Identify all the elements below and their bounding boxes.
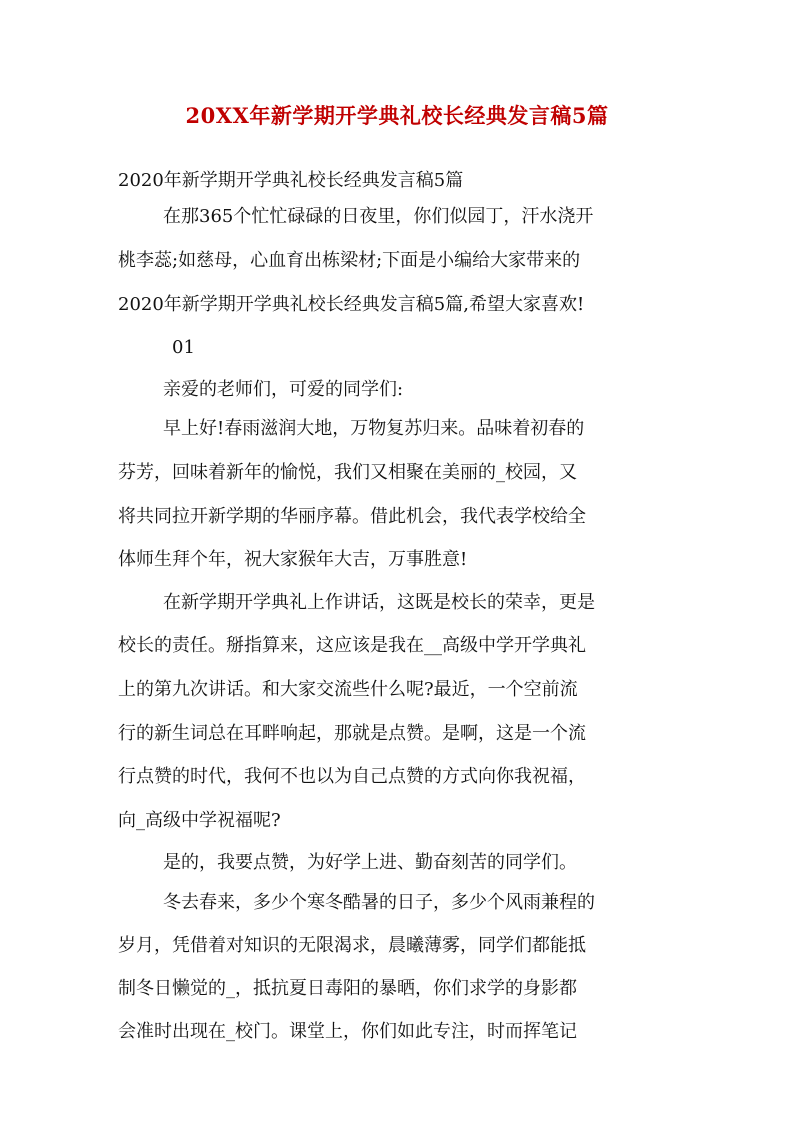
paragraph-line: 芬芳，回味着新年的愉悦，我们又相聚在美丽的_校园，又 (118, 462, 577, 483)
paragraph-line: 冬去春来，多少个寒冬酷暑的日子，多少个风雨兼程的 (163, 892, 595, 913)
paragraph-line: 岁月，凭借着对知识的无限渴求，晨曦薄雾，同学们都能抵 (118, 935, 586, 956)
paragraph-line: 体师生拜个年，祝大家猴年大吉，万事胜意! (118, 549, 468, 570)
paragraph-line: 在那365个忙忙碌碌的日夜里，你们似园丁，汗水浇开 (163, 206, 594, 227)
paragraph-line: 在新学期开学典礼上作讲话，这既是校长的荣幸，更是 (163, 592, 595, 613)
paragraph-line: 行点赞的时代，我何不也以为自己点赞的方式向你我祝福， (118, 766, 586, 787)
paragraph-line: 是的，我要点赞，为好学上进、勤奋刻苦的同学们。 (163, 852, 577, 873)
paragraph-line: 桃李蕊;如慈母，心血育出栋梁材;下面是小编给大家带来的 (118, 250, 581, 271)
document-subtitle: 2020年新学期开学典礼校长经典发言稿5篇 (118, 170, 464, 191)
document-title: 20XX年新学期开学典礼校长经典发言稿5篇 (185, 103, 609, 128)
paragraph-line: 2020年新学期开学典礼校长经典发言稿5篇,希望大家喜欢! (118, 294, 585, 315)
paragraph-line: 行的新生词总在耳畔响起，那就是点赞。是啊，这是一个流 (118, 723, 586, 744)
paragraph-line: 校长的责任。掰指算来，这应该是我在__高级中学开学典礼 (118, 635, 586, 656)
paragraph-line: 会准时出现在_校门。课堂上，你们如此专注，时而挥笔记 (118, 1021, 577, 1042)
paragraph-line: 将共同拉开新学期的华丽序幕。借此机会，我代表学校给全 (118, 506, 586, 527)
paragraph-line: 上的第九次讲话。和大家交流些什么呢?最近，一个空前流 (118, 679, 578, 700)
paragraph-line: 早上好!春雨滋润大地，万物复苏归来。品味着初春的 (163, 418, 585, 439)
paragraph-line: 制冬日懒觉的_，抵抗夏日毒阳的暴晒，你们求学的身影都 (118, 978, 577, 999)
paragraph-line: 亲爱的老师们，可爱的同学们: (163, 379, 404, 400)
section-number: 01 (172, 337, 195, 358)
paragraph-line: 向_高级中学祝福呢? (118, 810, 281, 831)
